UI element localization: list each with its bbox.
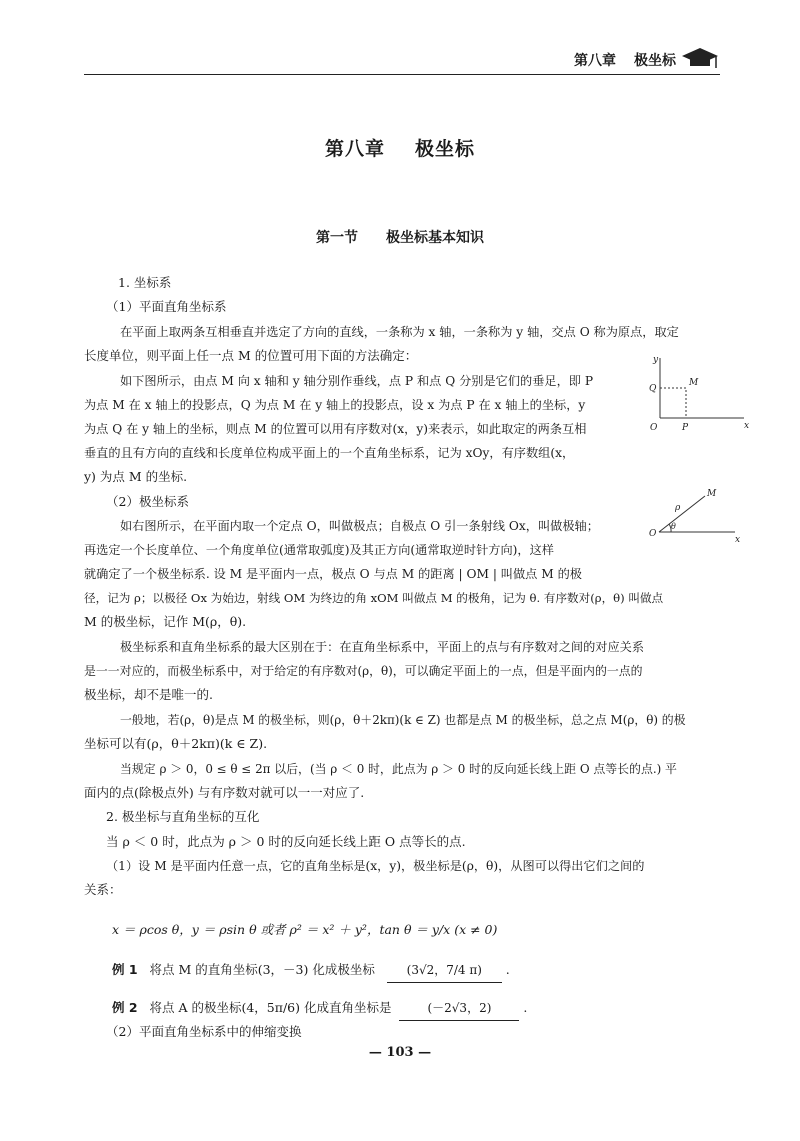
text-line: 径，记为 ρ；以极径 Ox 为始边，射线 OM 为终边的角 xOM 叫做点 M 的极角，记为 θ. 有序数对(ρ，θ) 叫做点 xyxy=(84,591,664,605)
text-line: 为点 Q 在 y 轴上的坐标，则点 M 的位置可以用有序数对(x，y)来表示，如此取定的两条互相 xyxy=(84,422,587,436)
polar-figure xyxy=(645,482,745,554)
section-name: 极坐标基本知识 xyxy=(386,230,484,246)
example-2-text: 将点 A 的极坐标(4，5π/6) 化成直角坐标是 xyxy=(149,1000,392,1015)
text-line: 为点 M 在 x 轴上的投影点，Q 为点 M 在 y 轴上的投影点，设 x 为点 P 在 x 轴上的坐标，y xyxy=(84,398,586,412)
point-q-label: Q xyxy=(649,384,657,394)
page-number: — 103 — xyxy=(368,1045,432,1060)
text-line: 极坐标，却不是唯一的. xyxy=(84,687,213,702)
subheading-scaling: （2）平面直角坐标系中的伸缩变换 xyxy=(106,1024,302,1039)
point-m-label: M xyxy=(689,378,699,388)
axis-y-label: y xyxy=(653,355,659,365)
text-line: （1）设 M 是平面内任意一点，它的直角坐标是(x，y)，极坐标是(ρ，θ)，从图可以得出它们之间的 xyxy=(106,859,645,873)
point-p-label: P xyxy=(682,423,689,433)
subheading-cartesian: （1）平面直角坐标系 xyxy=(106,299,227,314)
heading-conversion: 2. 极坐标与直角坐标的互化 xyxy=(106,809,260,824)
example-2-answer: (－2√3，2) xyxy=(399,996,519,1021)
cartesian-figure xyxy=(640,352,750,434)
text-line: 垂直的且有方向的直线和长度单位构成平面上的一个直角坐标系，记为 xOy，有序数组(x， xyxy=(84,446,575,460)
text-line: 当 ρ ＜ 0 时，此点为 ρ ＞ 0 时的反向延长线上距 O 点等长的点. xyxy=(106,834,466,849)
example-1-label: 例 1 xyxy=(112,962,138,977)
chapter-name: 极坐标 xyxy=(415,138,476,160)
text-line: 长度单位，则平面上任一点 M 的位置可用下面的方法确定： xyxy=(84,348,418,363)
text-line: 极坐标系和直角坐标系的最大区别在于：在直角坐标系中，平面上的点与有序数对之间的对应关系 xyxy=(120,640,645,654)
text-line: 就确定了一个极坐标系. 设 M 是平面内一点，极点 O 与点 M 的距离 | OM | 叫做点 M 的极 xyxy=(84,567,582,581)
text-line: 关系： xyxy=(84,882,122,897)
pole-label: O xyxy=(649,529,657,539)
example-2-label: 例 2 xyxy=(112,1000,138,1015)
theta-label: θ xyxy=(671,522,676,531)
example-1-text: 将点 M 的直角坐标(3，－3) 化成极坐标 xyxy=(149,962,375,977)
chapter-title xyxy=(0,134,800,161)
header-topic: 极坐标 xyxy=(634,53,676,69)
axis-x-label: x xyxy=(744,421,750,431)
chapter-number: 第八章 xyxy=(324,138,385,160)
text-line: 在平面上取两条互相垂直并选定了方向的直线，一条称为 x 轴，一条称为 y 轴，交点 O 称为原点，取定 xyxy=(120,325,679,339)
example-1-answer: (3√2，7/4 π) xyxy=(387,958,502,983)
polar-axis-label: x xyxy=(735,535,741,545)
example-1: 例 1 将点 M 的直角坐标(3，－3) 化成极坐标 (3√2，7/4 π) . xyxy=(112,958,510,983)
header-title xyxy=(574,50,676,70)
rho-label: ρ xyxy=(675,503,681,513)
running-header xyxy=(84,44,720,76)
text-line: 坐标可以有(ρ，θ＋2kπ)(k ∈ Z). xyxy=(84,736,268,751)
header-rule xyxy=(84,74,720,75)
text-line: 面内的点(除极点外) 与有序数对就可以一一对应了. xyxy=(84,785,365,800)
subheading-polar: （2）极坐标系 xyxy=(106,494,189,509)
text-line: 如下图所示，由点 M 向 x 轴和 y 轴分别作垂线，点 P 和点 Q 分别是它们的垂足，即 P xyxy=(120,374,594,388)
point-m-label: M xyxy=(707,489,717,499)
example-2: 例 2 将点 A 的极坐标(4，5π/6) 化成直角坐标是 (－2√3，2) . xyxy=(112,996,527,1021)
graduation-cap-icon xyxy=(680,44,720,74)
section-number: 第一节 xyxy=(316,230,358,246)
text-line: 当规定 ρ ＞ 0，0 ≤ θ ≤ 2π 以后，(当 ρ ＜ 0 时，此点为 ρ ＞ 0 时的反向延长线上距 O 点等长的点.) 平 xyxy=(120,762,677,776)
text-line: M 的极坐标，记作 M(ρ，θ). xyxy=(84,614,247,629)
text-line: 如右图所示，在平面内取一个定点 O，叫做极点；自极点 O 引一条射线 Ox，叫做极轴； xyxy=(120,519,599,533)
section-title xyxy=(0,227,800,247)
origin-label: O xyxy=(650,423,658,433)
heading-coordinate-systems: 1. 坐标系 xyxy=(118,275,172,290)
text-line: 再选定一个长度单位、一个角度单位(通常取弧度)及其正方向(通常取逆时针方向)，这样 xyxy=(84,543,554,557)
conversion-formula: x ＝ ρcos θ，y ＝ ρsin θ 或者 ρ² ＝ x² ＋ y²，tan θ ＝ y/x (x ≠ 0) xyxy=(112,922,498,937)
header-chapter: 第八章 xyxy=(574,53,616,69)
text-line: 是一一对应的，而极坐标系中，对于给定的有序数对(ρ，θ)，可以确定平面上的一点，但是平面内的一点的 xyxy=(84,664,643,678)
text-line: 一般地，若(ρ，θ)是点 M 的极坐标，则(ρ，θ＋2kπ)(k ∈ Z) 也都是点 M 的极坐标，总之点 M(ρ，θ) 的极 xyxy=(120,713,686,727)
text-line: y) 为点 M 的坐标. xyxy=(84,469,188,484)
